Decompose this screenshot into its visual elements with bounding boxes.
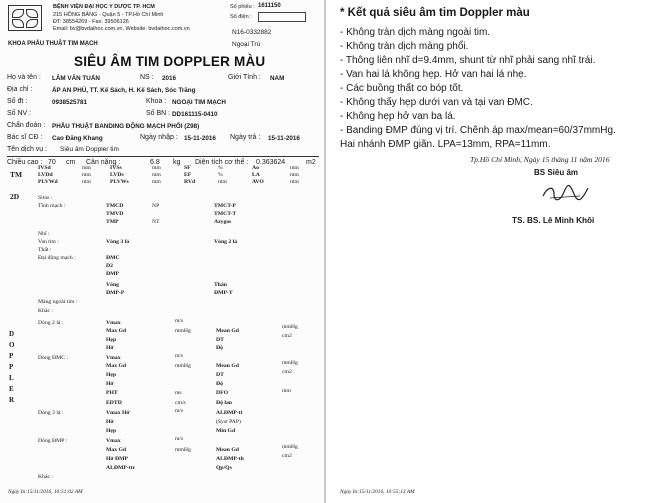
doppler-cell: Mean Gd	[216, 363, 239, 369]
sonographer-title: BS Siêu âm	[534, 168, 579, 177]
dob-label: NS :	[140, 74, 154, 81]
doppler-other-label: Khác :	[38, 474, 54, 480]
right-report-page	[326, 0, 650, 503]
valves-label: Van tim :	[38, 239, 59, 245]
doppler-letter: E	[9, 385, 14, 393]
pulmonary-artery-item: ĐMP	[106, 271, 119, 277]
doppler-cell: Hở	[106, 381, 114, 387]
veins-label: Tĩnh mạch :	[38, 203, 66, 209]
doppler-cell: Max Gd	[106, 363, 127, 369]
doppler-cell: Mean Gd	[216, 447, 239, 453]
result-line: - Không tràn dịch màng ngoài tim.	[340, 27, 491, 38]
tm-cell: mm	[152, 172, 161, 178]
d2-item: D2	[106, 263, 113, 269]
tm-section-label: TM	[10, 170, 23, 179]
doppler-cell: Hở	[106, 345, 114, 351]
height-label: Chiều cao :	[7, 159, 43, 166]
weight-value: 6.8	[150, 159, 160, 166]
doppler-cell: Hẹp	[106, 337, 117, 343]
patient-name: LÂM VĂN TUẤN	[52, 75, 100, 82]
name-label: Họ và tên :	[7, 74, 41, 81]
mitral-flow-label: Dòng 2 lá :	[38, 320, 64, 326]
diagnosis-label: Chẩn đoán :	[7, 122, 46, 129]
doppler-letter: D	[9, 330, 15, 338]
tm-cell: mm	[82, 172, 91, 178]
sex-value: NAM	[270, 75, 285, 82]
doppler-cell: Vmax Hở	[106, 410, 130, 416]
result-line: Hai nhánh ĐMP giãn. LPA=13mm, RPA=11mm.	[340, 139, 551, 150]
phone-label: Số đt :	[7, 98, 28, 105]
admit-date-value: 15-11-2016	[184, 135, 216, 142]
doctor-label: Bác sĩ CĐ :	[7, 134, 43, 141]
doppler-unit: mmHg	[282, 324, 298, 330]
tm-cell: RVd	[184, 179, 196, 185]
section-2d-label: 2D	[10, 192, 20, 201]
admission-no-label: Số NV :	[7, 110, 32, 117]
patient-no-value: DD161115-0410	[172, 111, 218, 118]
doppler-unit: m/s	[175, 318, 184, 324]
tricuspid-flow-label: Dòng 3 lá :	[38, 410, 64, 416]
doppler-cell: Qp/Qs	[216, 465, 232, 471]
discharge-date-value: 15-11-2016	[268, 135, 300, 142]
other-label: Khác :	[38, 308, 54, 314]
doppler-cell: Vmax	[106, 320, 121, 326]
vein-item: TMCT-T	[214, 211, 237, 217]
doppler-unit: mmHg	[282, 444, 298, 450]
tm-cell: PLVWs	[110, 179, 129, 185]
rpa-item: ĐMP-P	[106, 290, 125, 296]
so-dien-label: Số điện :	[230, 14, 252, 20]
ring-item: Vòng	[106, 282, 119, 288]
doppler-unit: cm2	[282, 369, 292, 375]
pericardium-label: Màng ngoài tim :	[38, 299, 78, 305]
atrium-label: Nhĩ :	[38, 231, 50, 237]
vein-item: TMCD	[106, 203, 124, 209]
height-unit: cm	[66, 159, 76, 166]
doppler-cell: Độ	[216, 345, 223, 351]
vein-item: NT	[152, 219, 160, 225]
tm-cell: %	[218, 165, 223, 171]
bsa-unit: m2	[306, 159, 316, 166]
tm-cell: IVSd	[38, 165, 51, 171]
admit-date-label: Ngày nhập :	[140, 134, 178, 141]
doppler-cell: ALĐMP-th	[216, 456, 244, 462]
great-arteries-label: Đại động mạch :	[38, 255, 76, 261]
phone-value: 0938525781	[52, 99, 88, 106]
aorta-item: ĐMC	[106, 255, 120, 261]
situs-label: Situs :	[38, 195, 53, 201]
tm-cell: %	[218, 172, 223, 178]
result-line: - Thông liên nhĩ d=9.4mm, shunt từ nhĩ phải sang nhĩ trái.	[340, 55, 596, 66]
left-report-page	[0, 0, 324, 503]
result-line: - Không hẹp hở van ba lá.	[340, 111, 456, 122]
hospital-address: 215 HỒNG BÀNG - Quận 5 - TP.Hồ Chí Minh	[53, 12, 164, 18]
aortic-flow-label: Dòng ĐMC :	[38, 355, 69, 361]
result-line: - Các buồng thất co bóp tốt.	[340, 83, 464, 94]
pulmonary-flow-label: Dòng ĐMP :	[38, 438, 68, 444]
outpatient-label: Ngoại Trú	[232, 41, 261, 48]
doppler-cell: Hở ĐMP	[106, 456, 128, 462]
ward-value: NGOẠI TIM MẠCH	[172, 99, 226, 106]
doppler-letter: O	[9, 341, 15, 349]
barcode-box	[258, 12, 306, 22]
dob-value: 2016	[162, 75, 177, 82]
tm-cell: mm	[82, 165, 91, 171]
tm-cell: EF	[184, 172, 192, 178]
signature-mark	[540, 182, 592, 204]
result-line: - Không tràn dịch màng phổi.	[340, 41, 469, 52]
hospital-phone: ĐT: 38554269 - Fax: 39506126	[53, 19, 129, 25]
doppler-unit: m/s	[175, 408, 184, 414]
doppler-unit: m/s	[175, 353, 184, 359]
mitral-ring: Vòng 2 lá	[214, 239, 238, 245]
ventricle-label: Thất :	[38, 247, 52, 253]
weight-unit: kg	[173, 159, 181, 166]
hospital-name: BỆNH VIỆN ĐẠI HỌC Y DƯỢC TP. HCM	[53, 4, 155, 10]
sex-label: Giới Tính :	[228, 74, 261, 81]
doppler-cell: PHT	[106, 390, 118, 396]
doppler-cell: Vmax	[106, 355, 121, 361]
service-value: Siêu âm Doppler tim	[60, 146, 119, 153]
tm-cell: LVDd	[38, 172, 53, 178]
lpa-item: ĐMP-T	[214, 290, 233, 296]
trunk-item: Thân	[214, 282, 227, 288]
doppler-cell: Độ lan	[216, 400, 232, 406]
doppler-unit: mmHg	[282, 360, 298, 366]
doppler-cell: DFO	[216, 390, 229, 396]
vein-item: TMP	[106, 219, 119, 225]
doppler-cell: Hẹp	[106, 372, 117, 378]
tm-cell: Ao	[252, 165, 259, 171]
doppler-cell: Min Gd	[216, 428, 236, 434]
address-label: Địa chỉ :	[7, 86, 33, 93]
doppler-letter: R	[9, 396, 15, 404]
doppler-unit: ms	[175, 390, 182, 396]
doctor-name: TS. BS. Lê Minh Khôi	[512, 216, 595, 225]
doppler-cell: Hở	[106, 419, 114, 425]
hospital-logo	[8, 5, 42, 31]
doppler-letter: P	[9, 363, 14, 371]
patient-no-label: Số BN :	[146, 110, 171, 117]
department-name: KHOA PHẪU THUẬT TIM MẠCH	[8, 41, 98, 47]
doctor-value: Cao Đăng Khang	[52, 135, 103, 142]
tm-cell: LVDs	[110, 172, 124, 178]
tm-cell: mm	[290, 179, 299, 185]
result-line: - Không thấy hẹp dưới van và tại van ĐMC.	[340, 97, 533, 108]
tm-cell: PLVWd	[38, 179, 58, 185]
doppler-cell: Vmax	[106, 438, 121, 444]
doppler-cell: DT	[216, 337, 224, 343]
doppler-cell: Mean Gd	[216, 328, 239, 334]
address-value: ẤP AN PHÚ, TT. Kế Sách, H. Kế Sách, Sóc Trăng	[52, 87, 196, 94]
result-line: - Banding ĐMP đúng vị trí. Chênh áp max/mean=60/37mmHg.	[340, 125, 616, 136]
service-label: Tên dịch vụ :	[7, 146, 48, 153]
doppler-cell: ALĐMP-ttr	[106, 465, 136, 471]
diagnosis-value: PHẪU THUẬT BANDING ĐỘNG MẠCH PHỔI (Z98)	[52, 123, 200, 130]
doppler-unit: mm	[282, 388, 291, 394]
height-value: 70	[48, 159, 56, 166]
doppler-letter: P	[9, 352, 14, 360]
tricuspid-ring: Vòng 3 lá	[106, 239, 130, 245]
tm-cell: IVSs	[110, 165, 122, 171]
hospital-email: Email: bv@bvdaihoc.com.vn, Website: bvdaihoc.com.vn	[53, 26, 190, 32]
doppler-unit: mmHg	[175, 363, 191, 369]
divider-line	[7, 156, 319, 157]
vein-item: Azygos	[214, 219, 232, 225]
doppler-cell: DT	[216, 372, 224, 378]
doppler-cell: (Syst PAP)	[216, 419, 241, 425]
tm-cell: SF	[184, 165, 191, 171]
doppler-cell: Độ	[216, 381, 223, 387]
tm-cell: mm	[152, 165, 161, 171]
doppler-unit: cm/s	[175, 400, 186, 406]
so-phieu-label: Số phiếu :	[230, 4, 255, 10]
ward-label: Khoa :	[146, 98, 167, 105]
tm-cell: AVO	[252, 179, 264, 185]
result-line: - Van hai lá không hẹp. Hở van hai lá nhẹ.	[340, 69, 527, 80]
doppler-unit: cm2	[282, 453, 292, 459]
tm-cell: mm	[218, 179, 227, 185]
doppler-unit: cm2	[282, 333, 292, 339]
doppler-cell: Hẹp	[106, 428, 117, 434]
print-timestamp: Ngày In:15/11/2016, 10:51:02 AM	[8, 489, 83, 495]
vein-item: NP	[152, 203, 160, 209]
doppler-cell: Max Gd	[106, 328, 127, 334]
vein-item: TMCT-P	[214, 203, 236, 209]
doppler-unit: m/s	[175, 436, 184, 442]
tm-cell: mm	[290, 165, 299, 171]
tm-cell: mm	[290, 172, 299, 178]
weight-label: Cân nặng :	[86, 159, 121, 166]
bsa-label: Diện tích cơ thể :	[195, 159, 249, 166]
doppler-cell: EDTD	[106, 400, 122, 406]
report-title: SIÊU ÂM TIM DOPPLER MÀU	[74, 54, 266, 69]
so-phieu-value: 1611150	[258, 3, 281, 9]
doppler-unit: mmHg	[175, 447, 191, 453]
doppler-cell: ALĐMP-tt	[216, 410, 243, 416]
tm-cell: LA	[252, 172, 260, 178]
record-code: N16-0332882	[232, 29, 272, 36]
doppler-cell: Max Gd	[106, 447, 127, 453]
tm-cell: mm	[152, 179, 161, 185]
bsa-value: 0.363624	[256, 159, 286, 166]
tm-cell: mm	[82, 179, 91, 185]
vein-item: TMVD	[106, 211, 124, 217]
doppler-unit: mmHg	[175, 328, 191, 334]
discharge-date-label: Ngày trả :	[230, 134, 261, 141]
doppler-letter: L	[9, 374, 14, 382]
results-title: * Kết quả siêu âm tim Doppler màu	[340, 7, 530, 19]
signature-date-line: Tp.Hồ Chí Minh, Ngày 15 tháng 11 năm 2016	[470, 155, 610, 164]
print-timestamp: Ngày In:15/11/2016, 10:55:13 AM	[340, 489, 415, 495]
